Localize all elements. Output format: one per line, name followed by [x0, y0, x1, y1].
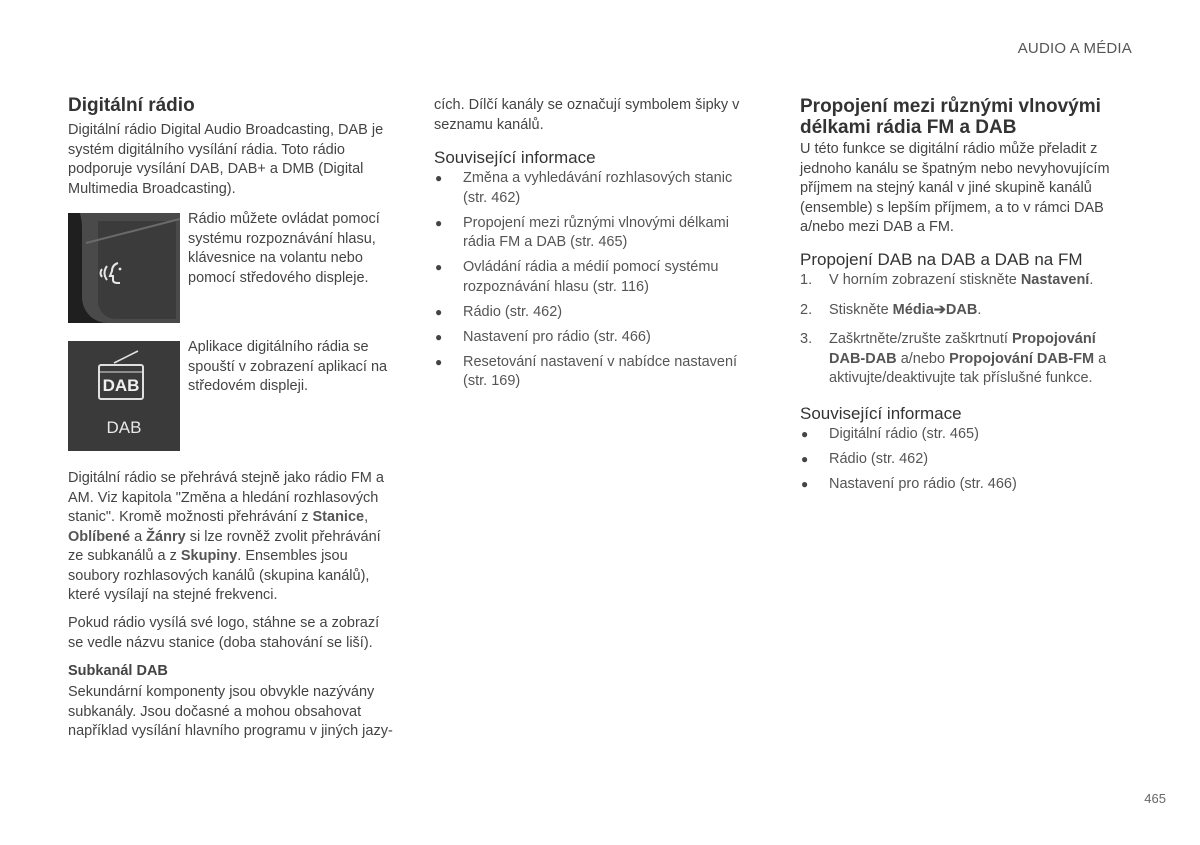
bullet-icon: ● [435, 171, 443, 185]
bullet-icon: ● [801, 427, 809, 441]
dab-icon-label: DAB [102, 376, 140, 395]
logo-paragraph: Pokud rádio vysílá své logo, stáhne se a zobrazí se vedle názvu stanice (doba stahování se liší). [68, 615, 380, 651]
linking-intro: U této funkce se digitální rádio může přeladit z jednoho kanálu se špatným nebo nevyhovujícím příjmem na stejný kanál v jiné skupině kanálů (ensemble) s lepším příjmem, a to v rámci DAB a/nebo mezi DAB a FM. [800, 141, 1110, 235]
intro-paragraph: Digitální rádio Digital Audio Broadcasting, DAB je systém digitálního vysílání rádia. Toto rádio podporuje vysílání DAB, DAB+ a DMB (Digital Multimedia Broadcasting). [68, 122, 384, 197]
step-3: 3. Zaškrtněte/zrušte zaškrtnutí Propojování DAB-DAB a/nebo Propojování DAB-FM a aktivujte/deaktivujte tak příslušné funkce. [800, 331, 1107, 386]
radio-icon [68, 341, 180, 451]
ui-term-zanry: Žánry [146, 528, 186, 545]
related-info-list-right [800, 425, 1130, 500]
list-item[interactable]: ● Nastavení pro rádio (str. 466) [434, 328, 754, 348]
related-info-list [434, 169, 754, 397]
running-header: AUDIO A MÉDIA [1017, 40, 1132, 57]
continued-text: cích. Dílčí kanály se označují symbolem šipky v seznamu kanálů. [434, 97, 740, 133]
ui-term-oblibene: Oblíbené [68, 528, 131, 545]
bullet-icon: ● [435, 304, 443, 319]
dab-app-image [68, 341, 180, 451]
ui-term-skupiny: Skupiny [180, 548, 238, 564]
dab-app-text: Aplikace digitálního rádia se spouští v zobrazení aplikací na středovém displeji. [188, 339, 388, 394]
bullet-icon: ● [435, 354, 443, 369]
subchannel-text: Sekundární komponenty jsou obvykle nazývány subkanály. Jsou dočasné a mohou obsahovat například vysílání hlavního programu v jiných jazy- [68, 684, 393, 739]
list-item[interactable]: ● Propojení mezi různými vlnovými délkami rádia FM a DAB (str. 465) [435, 214, 729, 250]
arrow-icon: ➔ [933, 301, 946, 318]
step-2: 2. Stiskněte Média➔DAB. [800, 301, 982, 318]
list-item[interactable]: ● Rádio (str. 462) [434, 303, 754, 323]
voice-button-image [68, 213, 180, 323]
dab-caption: DAB [106, 418, 142, 437]
steps-list [800, 271, 1130, 399]
related-info-title: Související informace [434, 148, 596, 167]
list-item[interactable]: ● Resetování nastavení v nabídce nastavení (str. 169) [435, 353, 738, 389]
bullet-icon: ● [801, 477, 809, 491]
step-1: 1. V horním zobrazení stiskněte Nastavení. [800, 272, 1094, 288]
bullet-icon: ● [435, 215, 443, 230]
list-item[interactable]: ● Rádio (str. 462) [800, 450, 1130, 470]
voice-control-text: Rádio můžete ovládat pomocí systému rozpoznávání hlasu, klávesnice na volantu nebo pomocí středového displeje. [188, 211, 380, 286]
list-item[interactable]: ● Nastavení pro rádio (str. 466) [800, 475, 1130, 495]
ui-term-nastaveni: Nastavení [1020, 272, 1090, 288]
bullet-icon: ● [435, 329, 443, 344]
list-item[interactable]: ● Změna a vyhledávání rozhlasových stanic (str. 462) [435, 170, 733, 206]
section-title-digital-radio: Digitální rádio [68, 95, 195, 116]
related-info-title-right: Související informace [800, 404, 962, 423]
playback-paragraph: Digitální rádio se přehrává stejně jako rádio FM a AM. Viz kapitola "Změna a hledání rozhlasových stanic". Kromě možnosti přehrávání z Stanice, Oblíbené a Žánry si lze rovněž zvolit přehrávání ze subkanálů a z Skupiny. Ensembles jsou soubory rozhlasových kanálů (skupina kanálů), které vysílají na stejné frekvenci. [68, 470, 384, 603]
section-title-fm-dab-linking: Propojení mezi různými vlnovými délkami rádia FM a DAB [800, 96, 1101, 138]
list-item[interactable]: ● Ovládání rádia a médií pomocí systému rozpoznávání hlasu (str. 116) [435, 259, 719, 295]
ui-term-media: Média [892, 301, 934, 318]
voice-button-graphic [68, 213, 180, 323]
list-item[interactable]: ● Digitální rádio (str. 465) [800, 425, 1130, 445]
ui-term-dab: DAB [945, 301, 978, 318]
bullet-icon: ● [801, 452, 809, 466]
ui-term-dab-dab: Propojování DAB-DAB [829, 331, 1096, 367]
ui-term-dab-fm: Propojování DAB-FM [949, 350, 1095, 367]
page-number: 465 [1144, 791, 1166, 806]
dab-app-figure [68, 341, 398, 451]
dab-linking-subtitle: Propojení DAB na DAB a DAB na FM [800, 250, 1083, 269]
voice-control-figure [68, 213, 398, 323]
ui-term-stanice: Stanice [312, 509, 365, 525]
bullet-icon: ● [435, 260, 443, 274]
subchannel-title: Subkanál DAB [68, 663, 168, 679]
